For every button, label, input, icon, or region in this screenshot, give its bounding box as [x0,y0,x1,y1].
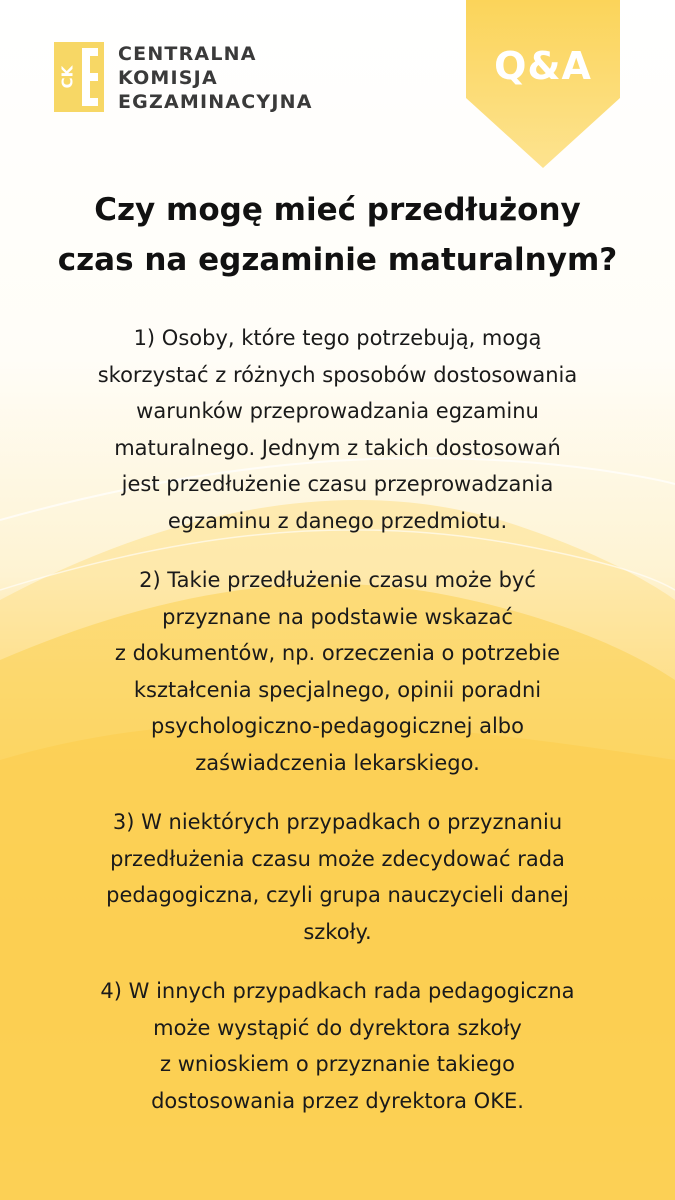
title-line-2: czas na egzaminie maturalnym? [57,242,618,278]
qa-badge-label: Q&A [494,44,592,88]
logo-line-1: CENTRALNA [118,43,257,65]
paragraph-line: z dokumentów, np. orzeczenia o potrzebie [114,641,561,665]
paragraph-line: przedłużenia czasu może zdecydować rada [110,846,565,871]
paragraph-line: psychologiczno-pedagogicznej albo [151,714,524,738]
answer-paragraph-3 [30,804,645,950]
cke-logo [54,42,313,114]
paragraph-line: warunków przeprowadzania egzaminu [136,399,539,423]
paragraph-line: kształcenia specjalnego, opinii poradni [133,677,542,702]
paragraph-line: 1) Osoby, które tego potrzebują, mogą [133,326,542,350]
logo-line-2: KOMISJA [118,67,218,89]
paragraph-line: może wystąpić do dyrektora szkoły [153,1015,522,1040]
paragraph-line: pedagogiczna, czyli grupa nauczycieli danej [106,883,569,907]
paragraph-line: skorzystać z różnych sposobów dostosowania [97,362,578,387]
paragraph-line: z wnioskiem o przyznanie takiego [160,1052,515,1076]
cke-logo-text [118,42,313,114]
cke-logo-icon [54,42,104,112]
question-title [20,185,655,285]
answer-paragraph-1 [30,320,645,539]
answer-paragraph-4 [30,973,645,1119]
paragraph-line: maturalnego. Jednym z takich dostosowań [114,435,561,460]
paragraph-line: przyznane na podstawie wskazać [162,604,513,629]
logo-line-3: EGZAMINACYJNA [118,91,313,113]
paragraph-line: egzaminu z danego przedmiotu. [167,508,508,533]
paragraph-line: 3) W niektórych przypadkach o przyznaniu [112,810,563,834]
paragraph-line: jest przedłużenie czasu przeprowadzania [121,472,554,496]
title-line-1: Czy mogę mieć przedłużony [94,192,581,228]
paragraph-line: dostosowania przez dyrektora OKE. [151,1088,524,1113]
svg-text:CK: CK [58,65,77,89]
paragraph-line: szkoły. [303,919,372,944]
paragraph-line: 4) W innych przypadkach rada pedagogiczna [100,979,575,1003]
answer-paragraph-2 [30,562,645,781]
cke-logo-mark [54,42,104,112]
paragraph-line: 2) Takie przedłużenie czasu może być [139,568,536,592]
paragraph-line: zaświadczenia lekarskiego. [195,750,480,775]
